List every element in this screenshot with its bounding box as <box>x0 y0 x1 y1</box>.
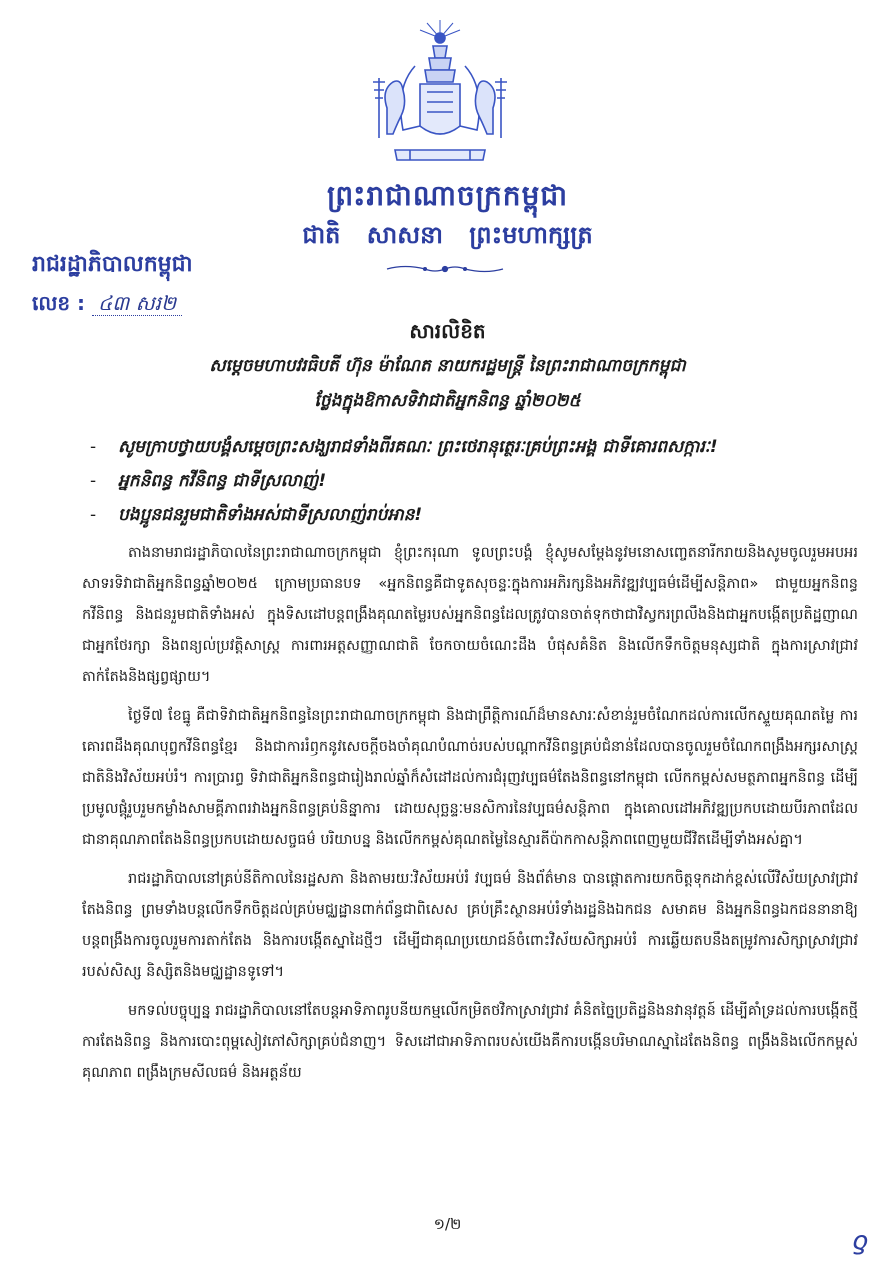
reference-number: ៤៣ សរ២ <box>92 291 182 316</box>
bullet-dash: - <box>90 471 97 491</box>
handwritten-initial: ƍ <box>852 1226 868 1256</box>
bullet-dash: - <box>90 505 97 525</box>
government-name: រាជរដ្ឋាភិបាលកម្ពុជា <box>32 252 193 277</box>
reference-label: លេខ : <box>32 291 86 315</box>
list-item: - អ្នកនិពន្ធ កវីនិពន្ធ ជាទីស្រលាញ់! <box>90 464 860 498</box>
reference-line <box>32 290 182 320</box>
list-item: - សូមក្រាបថ្វាយបង្គំសម្តេចព្រះសង្ឃរាជទាំងពីរគណៈ ព្រះថេរានុត្ថេរៈគ្រប់ព្រះអង្គ ជាទីគោរពសក្ការៈ! <box>90 430 860 464</box>
subtitle-occasion: ថ្លែងក្នុងឱកាសទិវាជាតិអ្នកនិពន្ធ ឆ្នាំ២០២៥ <box>314 391 581 411</box>
greeting-list <box>90 430 860 532</box>
list-item: - បងប្អូនជនរួមជាតិទាំងអស់ជាទីស្រលាញ់រាប់អាន! <box>90 498 860 532</box>
bullet-dash: - <box>90 437 97 457</box>
document-title: សារលិខិត <box>409 319 486 343</box>
document-body <box>82 538 858 1097</box>
page-number: ១/២ <box>433 1215 462 1233</box>
kingdom-name: ព្រះរាជាណាចក្រកម្ពុជា <box>326 179 568 212</box>
national-motto: ជាតិ សាសនា ព្រះមហាក្សត្រ <box>302 221 593 249</box>
paragraph: មកទល់បច្ចុប្បន្ន រាជរដ្ឋាភិបាលនៅតែបន្តអាទិភាពរូបនីយកម្មលើកម្រិតថវិកាស្រាវជ្រាវ គំនិតច្នៃប្រតិដ្ឋនិងនវានុវត្តន៍ ដើម្បីគាំទ្រដល់ការបង្កើតថ្មី ការតែងនិពន្ធ និងការបោះពុម្ពសៀវភៅសិក្សាគ្រប់ជំនាញ។ ទិសដៅជាអាទិភាពរបស់យើងគឺការបង្កើនបរិមាណស្នាដៃតែងនិពន្ធ ពង្រឹងនិងលើកកម្ពស់គុណភាព ពង្រឹងក្រមសីលធម៌ និងអត្តន័យ <box>82 1003 858 1081</box>
paragraph: តាងនាមរាជរដ្ឋាភិបាលនៃព្រះរាជាណាចក្រកម្ពុជា ខ្ញុំព្រះករុណា ទូលព្រះបង្គំ ខ្ញុំសូមសម្តែងនូវមនោសញ្ចេតនារីករាយនិងសូមចូលរួមអបអរសាទរទិវាជាតិអ្នកនិពន្ធឆ្នាំ២០២៥ ក្រោមប្រធានបទ «អ្នកនិពន្ធគឺជាទូតសុចន្ទៈក្នុងការអភិរក្សនិងអភិវឌ្ឍវប្បធម៌ដើម្បីសន្តិភាព» ជាមួយអ្នកនិពន្ធ កវីនិពន្ធ និងជនរួមជាតិទាំងអស់ ក្នុងទិសដៅបន្តពង្រឹងគុណតម្លៃរបស់អ្នកនិពន្ធដែលត្រូវបានចាត់ទុកថាជាវិស្វករព្រលឹងនិងជាអ្នកបង្កើតប្រតិដ្ឋញាណ ជាអ្នកថែរក្សា និងពន្យល់ប្រវត្តិសាស្ត្រ ការពារអត្តសញ្ញាណជាតិ ចែកចាយចំណេះដឹង បំផុសគំនិត និងលើកទឹកចិត្តមនុស្សជាតិ ក្នុងការស្រាវជ្រាវតាក់តែងនិងផ្សព្វផ្សាយ។ <box>82 545 858 685</box>
paragraph: រាជរដ្ឋាភិបាលនៅគ្រប់នីតិកាលនៃរដ្ឋសភា និងតាមរយៈវិស័យអប់រំ វប្បធម៌ និងព័ត៌មាន បានផ្តោតការយកចិត្តទុកដាក់ខ្ពស់លើវិស័យស្រាវជ្រាវ តែងនិពន្ធ ព្រមទាំងបន្តលើកទឹកចិត្តដល់គ្រប់មជ្ឈដ្ឋានពាក់ព័ន្ធជាពិសេស គ្រប់គ្រឹះស្ថានអប់រំទាំងរដ្ឋនិងឯកជន សមាគម និងអ្នកនិពន្ធឯកជននានាឱ្យបន្តពង្រឹងការចូលរួមការតាក់តែង និងការបង្កើតស្នាដៃថ្មីៗ ដើម្បីជាគុណប្រយោជន៍ចំពោះវិស័យសិក្សាអប់រំ ការឆ្លើយតបនឹងតម្រូវការសិក្សាស្រាវជ្រាវ របស់សិស្ស និស្សិតនិងមជ្ឈដ្ឋានទូទៅ។ <box>82 871 858 980</box>
royal-arms-emblem-icon <box>365 18 515 168</box>
ornament-divider-icon <box>385 262 505 276</box>
subtitle-speaker: សម្តេចមហាបវរធិបតី ហ៊ុន ម៉ាណែត នាយករដ្ឋមន្ត្រី នៃព្រះរាជាណាចក្រកម្ពុជា <box>209 356 686 376</box>
paragraph: ថ្ងៃទី៧ ខែធ្នូ គឺជាទិវាជាតិអ្នកនិពន្ធនៃព្រះរាជាណាចក្រកម្ពុជា និងជាព្រឹត្តិការណ៍ដ៏មានសារៈសំខាន់រួមចំណែកដល់ការលើកស្ទួយគុណតម្លៃ ការគោរពដឹងគុណបុព្វកវីនិពន្ធខ្មែរ និងជាការរំឭកនូវសេចក្តីចងចាំគុណបំណាច់របស់បណ្តាកវីនិពន្ធគ្រប់ជំនាន់ដែលបានចូលរួមចំណែកពង្រឹងអក្សរសាស្ត្រជាតិនិងវិស័យអប់រំ។ ការប្រារព្ធ ទិវាជាតិអ្នកនិពន្ធជារៀងរាល់ឆ្នាំក៏សំដៅដល់ការជំរុញវប្បធម៌តែងនិពន្ធនៅកម្ពុជា លើកកម្ពស់សមត្ថភាពអ្នកនិពន្ធ ដើម្បីប្រមូលផ្តុំរួបរួមកម្លាំងសាមគ្គីភាពរវាងអ្នកនិពន្ធគ្រប់និន្នាការ ដោយសុច្ឆន្ទៈមនសិការនៃវប្បធម៌សន្តិភាព ក្នុងគោលដៅអភិវឌ្ឍប្រកបដោយបីរភាពដែលជានាគុណភាពតែងនិពន្ធប្រកបដោយសច្ចធម៌ បរិយាបន្ន និងលើកកម្ពស់គុណតម្លៃនៃស្មារតីប៉ាកកាសន្តិភាពពេញមួយជីវិតដើម្បីទាំងអស់គ្នា។ <box>82 708 858 848</box>
